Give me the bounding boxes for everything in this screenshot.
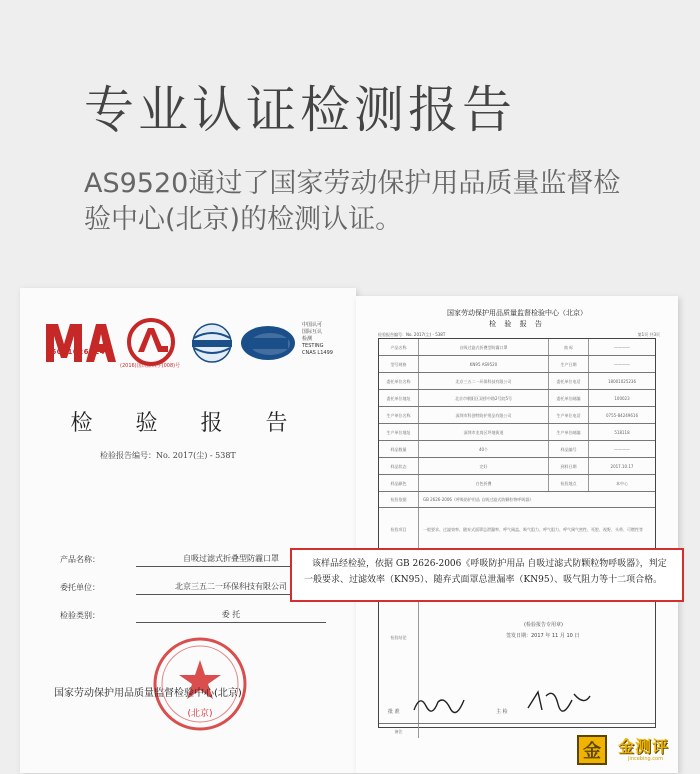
svg-text:金: 金 xyxy=(583,741,601,762)
watermark-text: 金测评 xyxy=(618,737,670,756)
report-number: 检验报告编号：No. 2017(尘) - 538T xyxy=(100,451,236,460)
report-table-cell: ———— xyxy=(614,361,630,367)
cma-logo xyxy=(42,318,118,374)
cma-code: 160010260248 xyxy=(46,348,111,356)
report-table-cell: 委托单位名称 xyxy=(379,373,419,389)
watermark-badge-icon xyxy=(572,730,612,774)
report-table-cell: 备注 xyxy=(379,724,419,738)
report-table-cell: 委托单位地址 xyxy=(379,390,419,406)
report-table-cell: 样品编号 xyxy=(549,441,589,457)
report-table-row xyxy=(379,441,655,458)
svg-text:(北京): (北京) xyxy=(187,709,213,719)
report-table-row xyxy=(379,339,655,356)
report-table-cell: 样品数量 xyxy=(379,441,419,457)
report-table-cell: 检验地点 xyxy=(549,475,589,491)
report-table-row xyxy=(379,492,655,508)
conclusion-text: 该样品经检验，依据 GB 2626-2006《呼吸防护用品 自吸过滤式防颗粒物呼吸器》，判定一般要求、过滤效率（KN95）、随弃式面罩总泄漏率（KN95）、吸气阻力等十二项合格。 xyxy=(304,559,667,585)
report-table-cell: 型号规格 xyxy=(379,356,419,372)
report-table-cell: 样品颜色 xyxy=(379,475,419,491)
report-table-cell: 产品名称 xyxy=(379,339,419,355)
report-table-cell: 商 标 xyxy=(549,339,589,355)
reviewer-signature xyxy=(524,686,594,720)
field-value: 北京三五二一环保科技有限公司 xyxy=(136,578,326,595)
report-table-cell: 完好 xyxy=(419,458,549,474)
report-table-cell: GB 2626-2006《呼吸防护用品 自吸过滤式防颗粒物呼吸器》 xyxy=(423,497,534,502)
report-meta-page: 第1页 共3页 xyxy=(637,332,660,337)
cal-code: (2016)国认监认字(008)号 xyxy=(120,363,181,369)
ilac-mra-logo xyxy=(188,322,236,364)
field-label: 检验类别： xyxy=(60,611,100,620)
report-table-cell: 自吸过滤式折叠型防霾口罩 xyxy=(419,339,549,355)
report-table-cell: 一般要求、过滤效率、随弃式面罩总泄漏率、呼气阀盖、吸气阻力、呼气阻力、呼气阀气密性、死腔、视野、头带、可燃性等 xyxy=(423,527,643,532)
report-table-cell: 深圳市科创特防护用品有限公司 xyxy=(419,407,549,423)
report-table-cell: ———— xyxy=(614,344,630,350)
report-sign-date: 签发日期：2017 年 11 月 10 日 xyxy=(506,633,580,639)
report-table-cell: 深圳市龙岗区坪地街道 xyxy=(419,424,549,440)
page-headline: 专业认证检测报告 xyxy=(84,81,516,139)
report-page xyxy=(356,296,678,773)
report-table-cell: 生产单位名称 xyxy=(379,407,419,423)
report-table-cell: 白色折叠 xyxy=(419,475,549,491)
report-table-cell: 北京市朝阳区双桥中路2号院5号 xyxy=(419,390,549,406)
report-table-row xyxy=(379,424,655,441)
report-table-cell: KN95 AS9520 xyxy=(419,356,549,372)
accreditation-logos xyxy=(42,318,342,368)
page-subline: AS9520通过了国家劳动保护用品质量监督检验中心(北京)的检测认证。 xyxy=(84,168,621,235)
report-table-cell: 生产单位电话 xyxy=(549,407,589,423)
watermark-logo xyxy=(572,730,698,770)
report-subheading: 检 验 报 告 xyxy=(489,320,545,328)
report-table-cell: 到样日期 xyxy=(549,458,589,474)
accreditation-note: 中国认可 国际互认 检测 TESTING CNAS L1499 xyxy=(302,322,333,356)
report-table-cell: ———— xyxy=(614,446,630,452)
report-table-cell: 生产单位邮编 xyxy=(549,424,589,440)
report-table-cell: 18001025236 xyxy=(608,378,636,384)
report-meta-number: 检验报告编号：No. 2017(尘) - 538T xyxy=(378,332,446,337)
field-label: 产品名称： xyxy=(60,555,100,564)
report-table-cell: 检验依据 xyxy=(379,492,419,507)
report-table-cell: 2017.10.17 xyxy=(610,463,634,469)
report-table-cell: 北京三五二一环保科技有限公司 xyxy=(419,373,549,389)
report-stamp-label: (检验报告专用章) xyxy=(524,622,563,628)
cnas-logo xyxy=(240,324,296,362)
report-table-cell: 委托单位电话 xyxy=(549,373,589,389)
report-heading: 国家劳动保护用品质量监督检验中心（北京） xyxy=(447,309,587,317)
report-table-row xyxy=(379,475,655,492)
approver-label: 批 准 xyxy=(388,709,400,715)
field-value: 自吸过滤式折叠型防霾口罩 xyxy=(136,550,326,567)
report-table-cell: 本中心 xyxy=(616,480,628,486)
report-table-cell: 40个 xyxy=(419,441,549,457)
report-table-cell: 0755-84249616 xyxy=(606,412,638,418)
report-table-cell: 生产日期 xyxy=(549,356,589,372)
report-table xyxy=(378,338,656,734)
field-label: 委托单位： xyxy=(60,583,100,592)
report-table-cell: 生产单位地址 xyxy=(379,424,419,440)
report-table-row xyxy=(379,356,655,373)
report-table-cell: 检验项目 xyxy=(379,508,419,551)
report-table-row xyxy=(379,458,655,475)
report-table-row xyxy=(379,390,655,407)
certificate-title: 检 验 报 告 xyxy=(70,411,306,436)
report-table-row xyxy=(379,508,655,552)
field-inspection-type xyxy=(60,606,330,626)
report-table-cell: 518118 xyxy=(614,429,630,435)
certificate-cover xyxy=(20,288,356,773)
watermark-url: jincebing.com xyxy=(628,756,663,762)
certificate-issuer: 国家劳动保护用品质量监督检验中心(北京) xyxy=(54,688,242,699)
approver-signature xyxy=(412,692,472,720)
conclusion-highlight xyxy=(290,548,684,602)
report-table-cell: 100023 xyxy=(614,395,630,401)
report-table-row xyxy=(379,407,655,424)
report-table-cell: 样品状态 xyxy=(379,458,419,474)
reviewer-label: 主 检 xyxy=(496,709,508,715)
report-table-cell: 委托单位邮编 xyxy=(549,390,589,406)
field-value: 委 托 xyxy=(136,606,326,623)
report-table-row xyxy=(379,373,655,390)
report-table-cell: 检验结论 xyxy=(379,552,419,723)
